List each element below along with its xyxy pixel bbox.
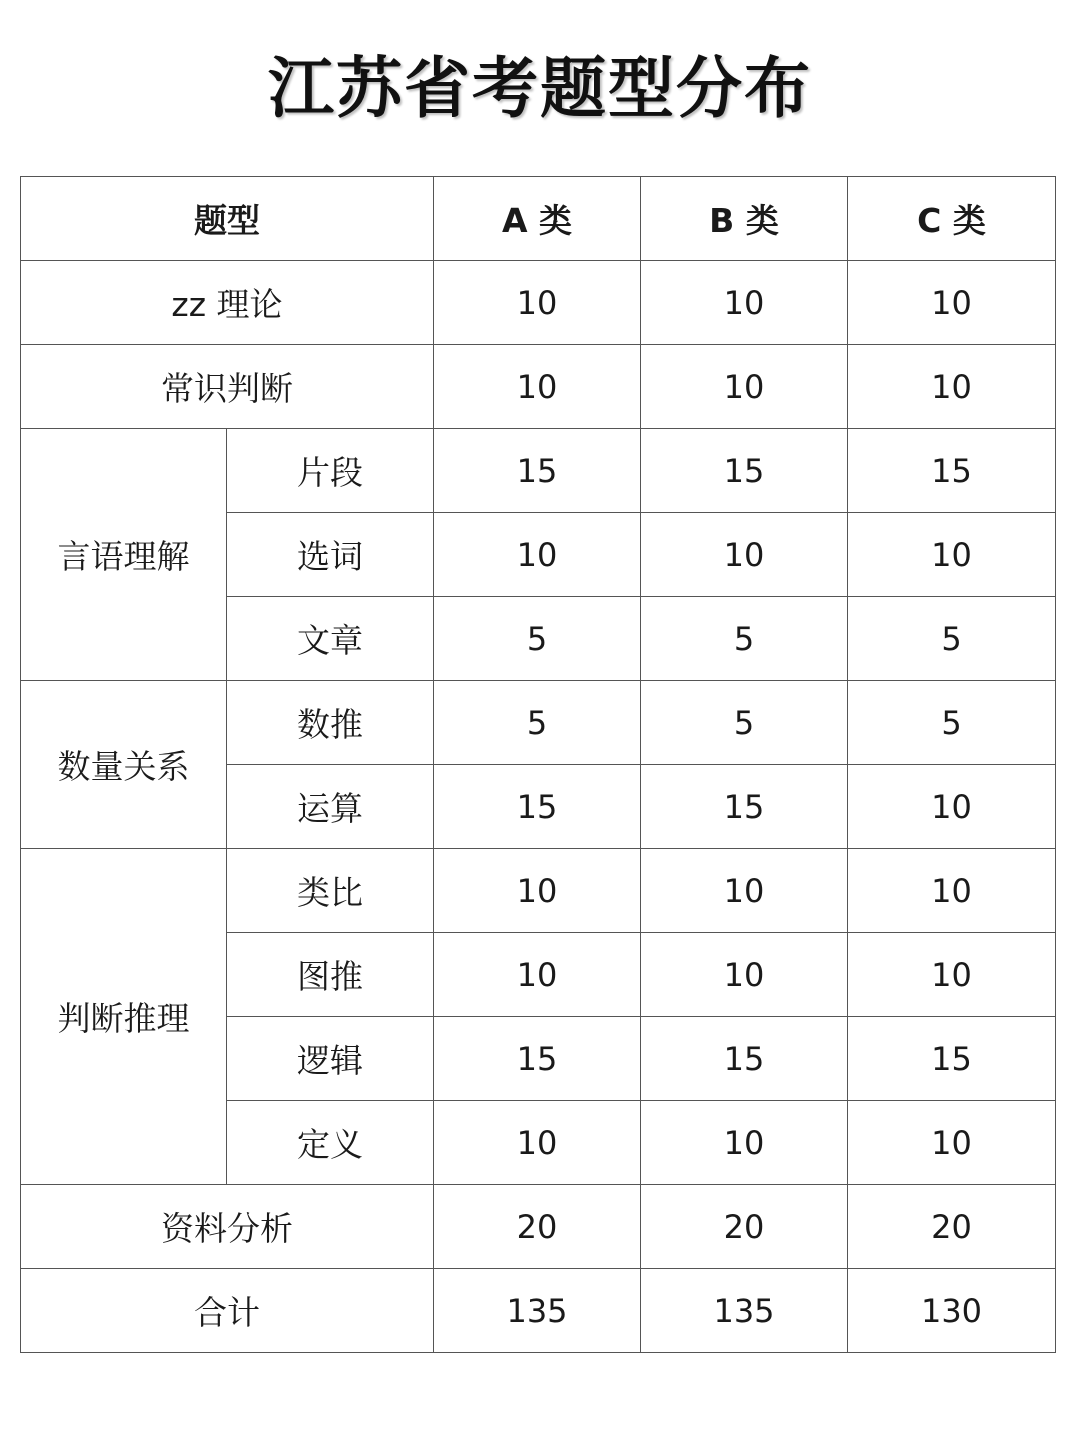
cell-b: 10 xyxy=(641,849,848,933)
cell-a: 5 xyxy=(434,681,641,765)
sub-label: 运算 xyxy=(227,765,434,849)
header-type: 题型 xyxy=(21,177,434,261)
cell-a: 10 xyxy=(434,933,641,1017)
sub-label: 类比 xyxy=(227,849,434,933)
cell-c: 10 xyxy=(848,261,1056,345)
cell-c: 5 xyxy=(848,681,1056,765)
cell-a: 10 xyxy=(434,849,641,933)
sub-label: 数推 xyxy=(227,681,434,765)
table-row xyxy=(21,1185,1056,1269)
total-c: 130 xyxy=(848,1269,1056,1353)
sub-label: 定义 xyxy=(227,1101,434,1185)
total-row xyxy=(21,1269,1056,1353)
row-label: 资料分析 xyxy=(21,1185,434,1269)
cell-c: 10 xyxy=(848,933,1056,1017)
cell-a: 5 xyxy=(434,597,641,681)
cell-c: 20 xyxy=(848,1185,1056,1269)
table-row xyxy=(21,849,1056,933)
cell-c: 5 xyxy=(848,597,1056,681)
cell-a: 15 xyxy=(434,1017,641,1101)
cell-a: 10 xyxy=(434,261,641,345)
cell-a: 15 xyxy=(434,765,641,849)
row-label: zz 理论 xyxy=(21,261,434,345)
total-a: 135 xyxy=(434,1269,641,1353)
cell-a: 10 xyxy=(434,345,641,429)
total-b: 135 xyxy=(641,1269,848,1353)
group-label: 言语理解 xyxy=(21,429,227,681)
header-class-c: C 类 xyxy=(848,177,1056,261)
sub-label: 文章 xyxy=(227,597,434,681)
sub-label: 片段 xyxy=(227,429,434,513)
header-row xyxy=(21,177,1056,261)
cell-b: 15 xyxy=(641,765,848,849)
header-class-a: A 类 xyxy=(434,177,641,261)
sub-label: 逻辑 xyxy=(227,1017,434,1101)
cell-c: 15 xyxy=(848,1017,1056,1101)
row-label: 常识判断 xyxy=(21,345,434,429)
cell-b: 10 xyxy=(641,513,848,597)
cell-b: 10 xyxy=(641,933,848,1017)
group-label: 数量关系 xyxy=(21,681,227,849)
cell-c: 10 xyxy=(848,513,1056,597)
table-row xyxy=(21,345,1056,429)
group-label: 判断推理 xyxy=(21,849,227,1185)
cell-c: 15 xyxy=(848,429,1056,513)
cell-b: 5 xyxy=(641,681,848,765)
cell-c: 10 xyxy=(848,849,1056,933)
cell-b: 10 xyxy=(641,1101,848,1185)
cell-b: 5 xyxy=(641,597,848,681)
sub-label: 图推 xyxy=(227,933,434,1017)
cell-a: 10 xyxy=(434,513,641,597)
cell-b: 15 xyxy=(641,1017,848,1101)
table-row xyxy=(21,261,1056,345)
cell-a: 10 xyxy=(434,1101,641,1185)
cell-c: 10 xyxy=(848,1101,1056,1185)
question-type-table xyxy=(20,176,1056,1353)
cell-c: 10 xyxy=(848,345,1056,429)
sub-label: 选词 xyxy=(227,513,434,597)
cell-b: 20 xyxy=(641,1185,848,1269)
cell-a: 15 xyxy=(434,429,641,513)
cell-c: 10 xyxy=(848,765,1056,849)
table-row xyxy=(21,429,1056,513)
header-class-b: B 类 xyxy=(641,177,848,261)
cell-b: 10 xyxy=(641,345,848,429)
cell-a: 20 xyxy=(434,1185,641,1269)
table-row xyxy=(21,681,1056,765)
cell-b: 10 xyxy=(641,261,848,345)
total-label: 合计 xyxy=(21,1269,434,1353)
cell-b: 15 xyxy=(641,429,848,513)
page-title: 江苏省考题型分布 xyxy=(268,50,812,127)
